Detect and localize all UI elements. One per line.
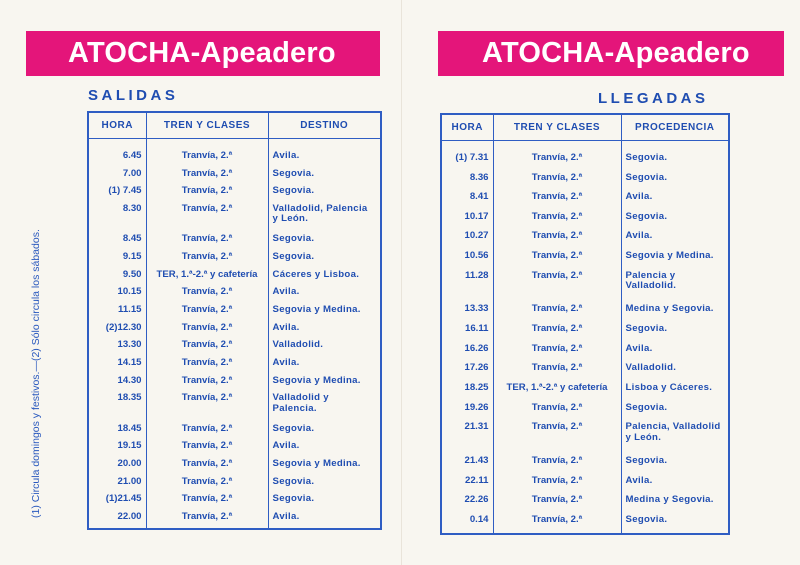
place-cell: Segovia y Medina. [268,303,381,321]
time-cell: 10.27 [441,229,493,249]
spacer-row [88,139,381,150]
header-hora: HORA [441,114,493,141]
section-title-salidas: SALIDAS [88,87,179,104]
arrival-row [441,269,729,303]
train-class-cell: Tranvía, 2.ª [493,210,621,230]
filler-row [441,532,729,534]
spacer-row [441,141,729,152]
train-class-cell: Tranvía, 2.ª [146,149,268,167]
time-cell: 8.45 [88,232,146,250]
place-cell: Avila. [268,356,381,374]
departure-row [88,338,381,356]
departure-row [88,285,381,303]
place-cell: Medina y Segovia. [621,493,729,513]
departure-row [88,492,381,510]
time-cell: (1) 7.45 [88,184,146,202]
arrival-row [441,381,729,401]
place-cell: Avila. [268,510,381,528]
time-cell: 16.11 [441,322,493,342]
time-cell: 18.35 [88,391,146,421]
place-cell: Palencia, Valladolid y León. [621,420,729,454]
train-class-cell: Tranvía, 2.ª [146,356,268,374]
time-cell: (1)21.45 [88,492,146,510]
departure-row [88,250,381,268]
departure-row [88,149,381,167]
place-cell: Avila. [268,321,381,339]
train-class-cell: Tranvía, 2.ª [146,422,268,440]
train-class-cell: Tranvía, 2.ª [493,269,621,303]
header-hora: HORA [88,112,146,139]
place-cell: Segovia. [268,492,381,510]
arrival-row [441,513,729,533]
time-cell: 21.00 [88,475,146,493]
place-cell: Avila. [621,474,729,494]
time-cell: 11.15 [88,303,146,321]
header-row [88,112,381,139]
train-class-cell: Tranvía, 2.ª [493,493,621,513]
train-class-cell: Tranvía, 2.ª [493,454,621,474]
train-class-cell: Tranvía, 2.ª [146,167,268,185]
train-class-cell: Tranvía, 2.ª [146,303,268,321]
train-class-cell: Tranvía, 2.ª [146,510,268,528]
station-banner: ATOCHA-Apeadero [438,31,784,76]
place-cell: Segovia y Medina. [268,374,381,392]
place-cell: Avila. [268,285,381,303]
train-class-cell: TER, 1.ª-2.ª y cafetería [146,268,268,286]
arrival-row [441,171,729,191]
train-class-cell: Tranvía, 2.ª [493,151,621,171]
footnote-text: (1) Circula domingos y festivos.—(2) Sólo circula los sábados. [30,229,42,518]
place-cell: Cáceres y Lisboa. [268,268,381,286]
time-cell: 21.43 [441,454,493,474]
header-tren-clases: TREN Y CLASES [146,112,268,139]
time-cell: 19.26 [441,401,493,421]
place-cell: Segovia. [621,171,729,191]
arrival-row [441,229,729,249]
time-cell: 21.31 [441,420,493,454]
train-class-cell: Tranvía, 2.ª [146,391,268,421]
place-cell: Segovia. [621,401,729,421]
station-banner: ATOCHA-Apeadero [26,31,380,76]
place-cell: Palencia y Valladolid. [621,269,729,303]
train-class-cell: Tranvía, 2.ª [146,250,268,268]
place-cell: Segovia. [268,475,381,493]
arrival-row [441,210,729,230]
arrival-row [441,420,729,454]
place-cell: Avila. [621,229,729,249]
departure-row [88,268,381,286]
arrival-row [441,322,729,342]
train-class-cell: Tranvía, 2.ª [146,492,268,510]
time-cell: 18.45 [88,422,146,440]
time-cell: 20.00 [88,457,146,475]
place-cell: Avila. [621,190,729,210]
train-class-cell: Tranvía, 2.ª [146,374,268,392]
departure-row [88,510,381,528]
time-cell: 10.15 [88,285,146,303]
section-title-llegadas: LLEGADAS [598,90,709,107]
header-destino: DESTINO [268,112,381,139]
arrival-row [441,361,729,381]
train-class-cell: Tranvía, 2.ª [493,249,621,269]
time-cell: (1) 7.31 [441,151,493,171]
train-class-cell: Tranvía, 2.ª [493,322,621,342]
train-class-cell: TER, 1.ª-2.ª y cafetería [493,381,621,401]
arrival-row [441,151,729,171]
filler-row [88,528,381,529]
departure-row [88,202,381,232]
departure-row [88,475,381,493]
train-class-cell: Tranvía, 2.ª [146,475,268,493]
time-cell: 8.41 [441,190,493,210]
header-row [441,114,729,141]
departure-row [88,303,381,321]
train-class-cell: Tranvía, 2.ª [493,361,621,381]
place-cell: Segovia. [621,454,729,474]
train-class-cell: Tranvía, 2.ª [493,302,621,322]
place-cell: Segovia. [621,513,729,533]
departure-row [88,374,381,392]
arrival-row [441,493,729,513]
time-cell: (2)12.30 [88,321,146,339]
time-cell: 9.15 [88,250,146,268]
time-cell: 9.50 [88,268,146,286]
place-cell: Segovia. [268,422,381,440]
departure-row [88,167,381,185]
departure-row [88,457,381,475]
header-procedencia: PROCEDENCIA [621,114,729,141]
train-class-cell: Tranvía, 2.ª [493,229,621,249]
time-cell: 0.14 [441,513,493,533]
place-cell: Valladolid. [268,338,381,356]
train-class-cell: Tranvía, 2.ª [493,342,621,362]
place-cell: Medina y Segovia. [621,302,729,322]
llegadas-page [402,0,800,565]
place-cell: Lisboa y Cáceres. [621,381,729,401]
arrival-row [441,302,729,322]
place-cell: Segovia. [268,184,381,202]
time-cell: 22.26 [441,493,493,513]
train-class-cell: Tranvía, 2.ª [493,171,621,191]
time-cell: 13.33 [441,302,493,322]
departures-table [87,111,382,530]
departure-row [88,356,381,374]
time-cell: 7.00 [88,167,146,185]
place-cell: Avila. [621,342,729,362]
place-cell: Valladolid y Palencia. [268,391,381,421]
arrival-row [441,454,729,474]
departure-row [88,232,381,250]
time-cell: 18.25 [441,381,493,401]
place-cell: Segovia. [268,250,381,268]
place-cell: Valladolid, Palencia y León. [268,202,381,232]
place-cell: Avila. [268,149,381,167]
time-cell: 10.17 [441,210,493,230]
departure-row [88,391,381,421]
time-cell: 14.30 [88,374,146,392]
place-cell: Segovia. [621,151,729,171]
train-class-cell: Tranvía, 2.ª [146,202,268,232]
train-class-cell: Tranvía, 2.ª [146,232,268,250]
time-cell: 8.30 [88,202,146,232]
time-cell: 14.15 [88,356,146,374]
train-class-cell: Tranvía, 2.ª [146,439,268,457]
train-class-cell: Tranvía, 2.ª [493,513,621,533]
train-class-cell: Tranvía, 2.ª [493,420,621,454]
place-cell: Segovia. [268,232,381,250]
arrival-row [441,342,729,362]
arrival-row [441,474,729,494]
arrival-row [441,401,729,421]
time-cell: 19.15 [88,439,146,457]
time-cell: 6.45 [88,149,146,167]
train-class-cell: Tranvía, 2.ª [493,474,621,494]
place-cell: Segovia. [621,322,729,342]
time-cell: 22.11 [441,474,493,494]
time-cell: 8.36 [441,171,493,191]
departure-row [88,439,381,457]
train-class-cell: Tranvía, 2.ª [146,457,268,475]
header-tren-clases: TREN Y CLASES [493,114,621,141]
train-class-cell: Tranvía, 2.ª [146,285,268,303]
departure-row [88,321,381,339]
time-cell: 10.56 [441,249,493,269]
time-cell: 22.00 [88,510,146,528]
place-cell: Avila. [268,439,381,457]
time-cell: 16.26 [441,342,493,362]
time-cell: 13.30 [88,338,146,356]
train-class-cell: Tranvía, 2.ª [146,321,268,339]
train-class-cell: Tranvía, 2.ª [493,190,621,210]
place-cell: Segovia y Medina. [268,457,381,475]
place-cell: Segovia. [268,167,381,185]
departure-row [88,184,381,202]
departure-row [88,422,381,440]
place-cell: Segovia y Medina. [621,249,729,269]
place-cell: Valladolid. [621,361,729,381]
train-class-cell: Tranvía, 2.ª [493,401,621,421]
train-class-cell: Tranvía, 2.ª [146,184,268,202]
time-cell: 17.26 [441,361,493,381]
arrivals-table [440,113,730,535]
time-cell: 11.28 [441,269,493,303]
place-cell: Segovia. [621,210,729,230]
arrival-row [441,249,729,269]
arrival-row [441,190,729,210]
footnote-sidebar [18,150,48,520]
train-class-cell: Tranvía, 2.ª [146,338,268,356]
